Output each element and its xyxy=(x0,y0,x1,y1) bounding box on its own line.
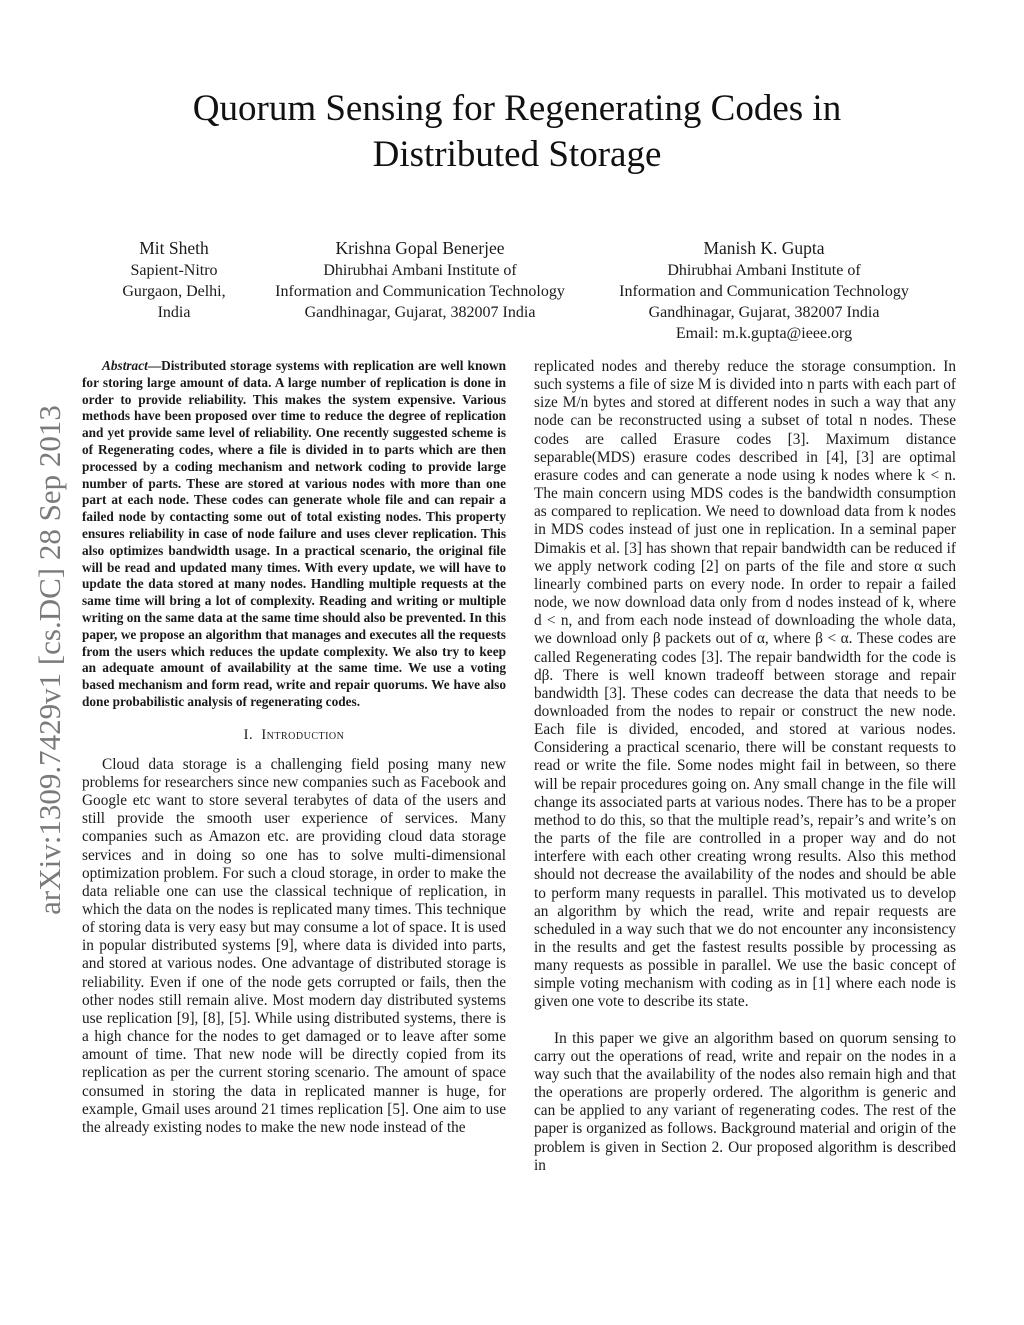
intro-paragraph: In this paper we give an algorithm based on quorum sensing to carry out the operations of read, write and repair on the nodes in a way such that the availability of the nodes also remain high and that the operations are properly ordered. The algorithm is generic and can be applied to any variant of regenerating codes. The rest of the paper is organized as follows. Background material and origin of the problem is given in Section 2. Our proposed algorithm is described in xyxy=(534,1029,956,1174)
author-name: Mit Sheth xyxy=(139,238,209,258)
right-column xyxy=(534,358,956,1175)
section-title: Introduction xyxy=(261,726,345,743)
author-affiliation: Gandhinagar, Gujarat, 382007 India xyxy=(304,304,536,321)
abstract-label: Abstract xyxy=(102,358,148,373)
paper-title: Quorum Sensing for Regenerating Codes in Distributed Storage xyxy=(192,88,842,175)
author-name: Manish K. Gupta xyxy=(703,238,825,258)
author-affiliation: Dhirubhai Ambani Institute of xyxy=(667,262,861,279)
author-affiliation: Gandhinagar, Gujarat, 382007 India xyxy=(648,304,880,321)
author-email: Email: m.k.gupta@ieee.org xyxy=(675,325,853,342)
author-block-3 xyxy=(596,236,932,344)
author-affiliation: Gurgaon, Delhi, xyxy=(122,283,226,300)
intro-paragraph-continued: replicated nodes and thereby reduce the storage consumption. In such systems a file of size M is divided into n parts with each part of size M/n bytes and stored at different nodes in such a way that any node can be reconstructed using a subset of total n nodes. These codes are called Erasure codes [3]. Maximum distance separable(MDS) erasure codes described in [4], [3] are optimal erasure codes and can generate a node using k nodes where k < n. The main concern using MDS codes is the bandwidth consumption as compared to replication. We need to download data from k nodes in MDS codes instead of just one in replication. In a seminal paper Dimakis et al. [3] has shown that repair bandwidth can be reduced if we apply network coding [2] on parts of the file and store α such linearly combined parts on every node. In order to repair a failed node, we now download data only from d nodes instead of k, where d < n, and from each node instead of downloading the whole data, we download only β packets out of α, where β < α. These codes are called Regenerating codes [3]. The repair bandwidth for the code is dβ. There is well known tradeoff between storage and repair bandwidth [3]. These codes can decrease the data that needs to be downloaded from the nodes to repair or construct the new node. Each file is divided, encoded, and stored at various nodes. Considering a practical scenario, there will be constant requests to read or write the file. Some nodes might fail in between, so there will be repair procedures going on. Any small change in the file will change its associated parts at various nodes. There has to be a proper method to do this, so that the multiple read’s, repair’s and write’s on the parts of the file are controlled in a proper way and do not interfere with each other creating wrong results. Also this method should not decrease the availability of the nodes and should be able to perform many requests in parallel. This motivated us to develop an algorithm by which the read, write and repair requests are scheduled in a way such that we do not encounter any inconsistency in the results and get the fastest results possible by processing as many requests as possible in parallel. We use the basic concept of simple voting mechanism with coding as in [1] where each node is given one vote to describe its state. xyxy=(534,358,956,1011)
abstract xyxy=(82,358,506,711)
author-affiliation: India xyxy=(157,304,191,321)
section-heading xyxy=(82,727,506,744)
section-number: I. xyxy=(243,726,254,743)
intro-paragraph: Cloud data storage is a challenging field posing many new problems for researchers since new companies such as Facebook and Google etc want to store several terabytes of data of the users and still provide the smooth user experience of services. Many companies such as Amazon etc. are providing cloud data storage services and in doing so one has to solve multi-dimensional optimization problem. For such a cloud storage, in order to make the data reliable one can use the classical technique of replication, in which the data on the nodes is replicated many times. This technique of storing data is very easy but may consume a lot of space. It is used in popular distributed systems [9], where data is divided into parts, and stored at various nodes. One advantage of distributed storage is reliability. Even if one of the node gets corrupted or fails, then the other nodes still remain alive. Most modern day distributed systems use replication [9], [8], [5]. While using distributed systems, there is a high chance for the nodes to get damaged or to leave after some amount of time. That new node will be directly copied from its replication as per the current storing scenario. The amount of space consumed in storing the data in replicated manner is huge, for example, Gmail uses around 21 times replication [5]. One aim to use the already existing nodes to make the new node instead of the xyxy=(82,755,506,1136)
author-affiliation: Dhirubhai Ambani Institute of xyxy=(323,262,517,279)
author-block-2 xyxy=(248,236,592,323)
author-affiliation: Information and Communication Technology xyxy=(619,283,909,300)
author-affiliation: Information and Communication Technology xyxy=(275,283,565,300)
arxiv-identifier: arXiv:1309.7429v1 [cs.DC] 28 Sep 2013 xyxy=(32,405,67,915)
author-affiliation: Sapient-Nitro xyxy=(130,262,218,279)
left-column xyxy=(82,358,506,1137)
abstract-text: —Distributed storage systems with replication are well known for storing large amount of data. A large number of replication is done in order to provide reliability. This makes the system expensive. Various methods have been proposed over time to reduce the degree of replication and yet provide same level of reliability. One recently suggested scheme is of Regenerating codes, where a file is divided in to parts which are then processed by a coding mechanism and network coding to provide large number of parts. These are stored at various nodes with more than one part at each node. These codes can generate whole file and can repair a failed node by contacting some out of total existing nodes. This property ensures reliability in case of node failure and uses clever replication. This also optimizes bandwidth usage. In a practical scenario, the original file will be read and updated many times. With every update, we will have to update the data stored at many nodes. Handling multiple requests at the same time will bring a lot of complexity. Reading and writing or multiple writing on the same data at the same time should also be prevented. In this paper, we propose an algorithm that manages and executes all the requests from the users which reduces the update complexity. We also try to keep an adequate amount of availability at the same time. We use a voting based mechanism and form read, write and repair quorums. We have also done probabilistic analysis of regenerating codes. xyxy=(82,358,506,709)
author-name: Krishna Gopal Benerjee xyxy=(335,238,505,258)
author-block-1 xyxy=(104,236,244,323)
